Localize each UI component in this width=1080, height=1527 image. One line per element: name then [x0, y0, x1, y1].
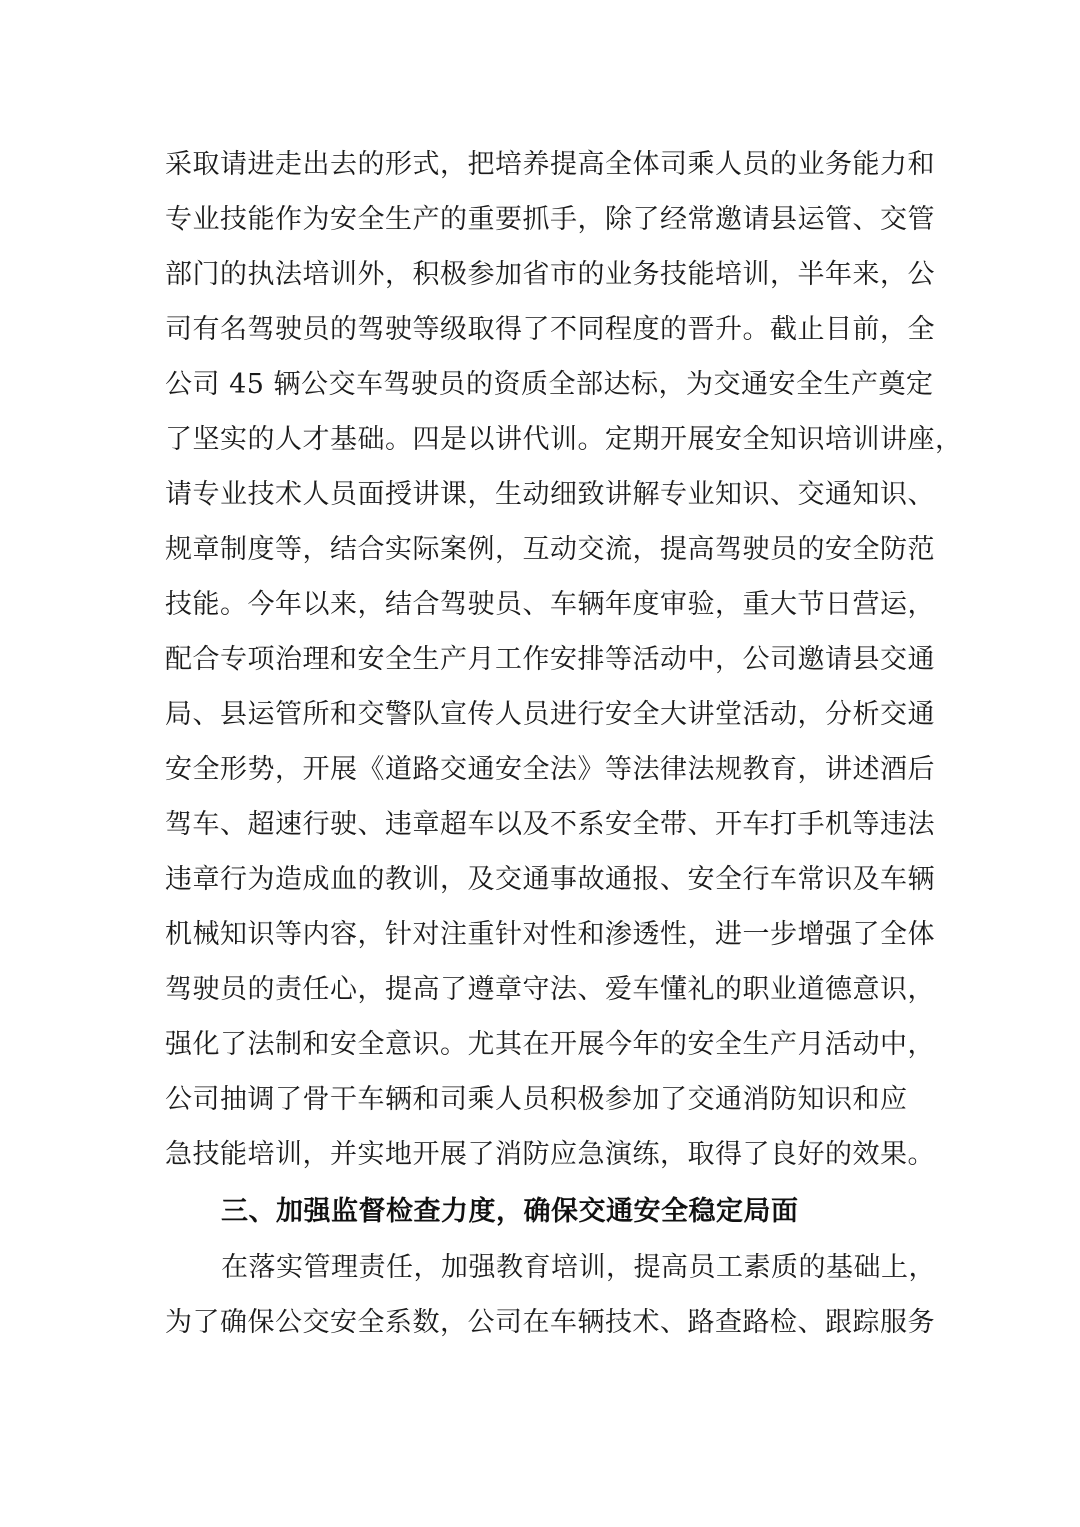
text-line-19: 急技能培训，并实地开展了消防应急演练，取得了良好的效果。: [165, 1139, 935, 1170]
text-line-18: 公司抽调了骨干车辆和司乘人员积极参加了交通消防知识和应: [165, 1084, 908, 1115]
section-heading: 三、加强监督检查力度，确保交通安全稳定局面: [221, 1196, 799, 1227]
text-line-16: 驾驶员的责任心，提高了遵章守法、爱车懂礼的职业道德意识，: [165, 974, 935, 1005]
text-line-2: 专业技能作为安全生产的重要抓手，除了经常邀请县运管、交管: [165, 204, 935, 235]
text-line-4: 司有名驾驶员的驾驶等级取得了不同程度的晋升。截止目前，全: [165, 314, 935, 345]
text-line-11: 局、县运管所和交警队宣传人员进行安全大讲堂活动，分析交通: [165, 699, 935, 730]
text-line-6: 了坚实的人才基础。四是以讲代训。定期开展安全知识培训讲座，: [165, 424, 963, 455]
text-line-3: 部门的执法培训外，积极参加省市的业务技能培训，半年来，公: [165, 259, 935, 290]
text-line-7: 请专业技术人员面授讲课，生动细致讲解专业知识、交通知识、: [165, 479, 935, 510]
text-line-10: 配合专项治理和安全生产月工作安排等活动中，公司邀请县交通: [165, 644, 935, 675]
text-line-9: 技能。今年以来，结合驾驶员、车辆年度审验，重大节日营运，: [165, 589, 935, 620]
text-line-14: 违章行为造成血的教训，及交通事故通报、安全行车常识及车辆: [165, 864, 935, 895]
text-line-13: 驾车、超速行驶、违章超车以及不系安全带、开车打手机等违法: [165, 809, 935, 840]
text-line-21: 为了确保公交安全系数，公司在车辆技术、路查路检、跟踪服务: [165, 1307, 935, 1338]
text-line-8: 规章制度等，结合实际案例，互动交流，提高驾驶员的安全防范: [165, 534, 935, 565]
text-line-17: 强化了法制和安全意识。尤其在开展今年的安全生产月活动中，: [165, 1029, 935, 1060]
text-line-20: 在落实管理责任，加强教育培训，提高员工素质的基础上，: [221, 1252, 936, 1283]
text-line-15: 机械知识等内容，针对注重针对性和渗透性，进一步增强了全体: [165, 919, 935, 950]
text-line-12: 安全形势，开展《道路交通安全法》等法律法规教育，讲述酒后: [165, 754, 935, 785]
text-line-1: 采取请进走出去的形式，把培养提高全体司乘人员的业务能力和: [165, 149, 935, 180]
text-line-5: 公司 45 辆公交车驾驶员的资质全部达标，为交通安全生产奠定: [165, 369, 934, 400]
